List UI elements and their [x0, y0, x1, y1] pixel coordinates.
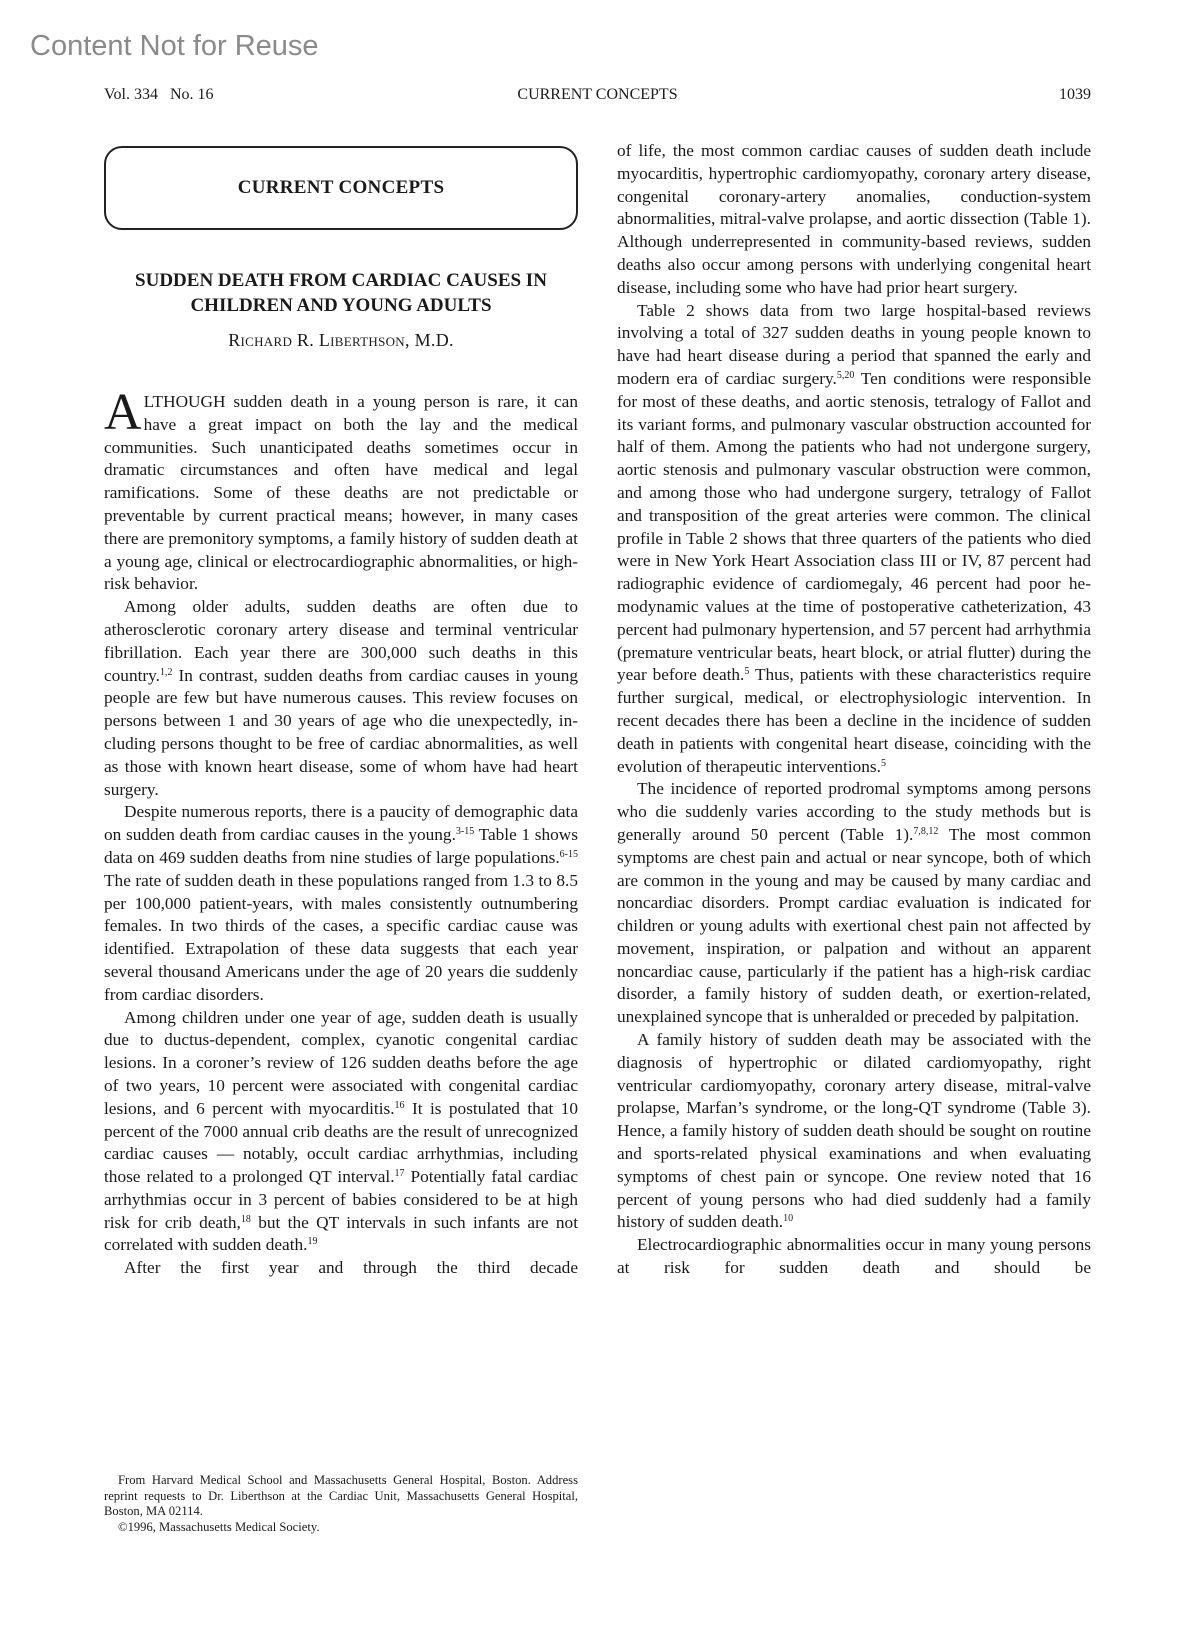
volume-info: Vol. 334 No. 16 — [104, 86, 214, 103]
paragraph-text: A family history of sudden death may be associated with the diagnosis of hypertrophic or dilated cardiomyopathy, right ventricular cardiomyopathy, coronary artery disease, mitral-valve prolapse, Marfan’s syndrome, or the long-QT syndrome (Table 3). Hence, a family history of sudden death should be sought on routine and sports-related physical examinations and when evaluating symptoms of chest pain or syncope. One review noted that 16 percent of young persons who had died suddenly had a family history of sudden death. — [617, 1030, 1091, 1232]
running-head — [104, 86, 1091, 110]
citation: 6-15 — [559, 848, 578, 860]
paragraph-text: In contrast, sudden deaths from cardiac causes in young people are few but have numerous causes. This review focuses on persons between 1 and 30 years of age who die unexpectedly, including persons thought to be free of cardiac abnormalities, as well as those with known heart disease, some of whom have had heart surgery. — [104, 665, 578, 799]
drop-cap: A — [104, 384, 142, 441]
copyright-note: ©1996, Massachusetts Medical Society. — [118, 1519, 320, 1534]
paragraph-text: Electrocardiographic abnormalities occur in many young persons at risk for sudden death and should be — [617, 1235, 1091, 1278]
watermark: Content Not for Reuse — [30, 30, 319, 62]
title-line-1: SUDDEN DEATH FROM CARDIAC CAUSES IN — [135, 270, 547, 291]
paragraph-text: Thus, patients with these characteristics require further surgical, medical, or electrophysiologic intervention. In recent decades there has been a decline in the incidence of sudden death in patients with congenital heart disease, coinciding with the evolution of therapeutic interventions. — [617, 665, 1091, 776]
paragraph — [104, 384, 578, 596]
author-byline: Richard R. Liberthson, M.D. — [228, 330, 454, 350]
paragraph-text: LTHOUGH sudden death in a young person is rare, it can have a great impact on both the lay and the medical communities. Such unanticipated deaths sometimes occur in dramatic circumstances and often have medical and legal ramifications. Some of these deaths are not predictable or preventable by current practical means; however, in many cases there are premonitory symptoms, a family history of sudden death at a young age, clinical or electrocardiographic abnormalities, or high-risk behavior. — [104, 392, 578, 594]
paragraph — [617, 778, 1091, 1029]
paragraph-text: but the QT intervals in such infants are not correlated with sudden death. — [104, 1212, 578, 1255]
running-section-title: CURRENT CONCEPTS — [517, 86, 678, 103]
section-box: CURRENT CONCEPTS — [104, 146, 578, 230]
paragraph-text: The most common symptoms are chest pain and actual or near syncope, both of which are common in the young and may be caused by many cardiac and noncardiac disorders. Prompt cardiac evaluation is indicated for children or young adults with exertional chest pain not affected by movement, inspiration, or palpation and without an apparent noncardiac cause, particularly if the patient has a high-risk cardiac disorder, a family history of sudden death, or exertion-related, unexplained syncope that is unheralded or preceded by palpitation. — [617, 824, 1091, 1027]
citation: 19 — [307, 1236, 318, 1248]
paragraph — [617, 1234, 1091, 1280]
citation: 7,8,12 — [913, 825, 939, 837]
page-number: 1039 — [1059, 86, 1091, 103]
citation: 5,20 — [836, 369, 855, 381]
citation: 5 — [744, 666, 750, 678]
paragraph-text: Potentially fatal cardiac arrhythmias occur in 3 percent of babies considered to be at high risk for crib death, — [104, 1167, 578, 1232]
paragraph-text: Among older adults, sudden deaths are often due to atherosclerotic coronary artery disease and terminal ventricular fibrillation. Each year there are 300,000 such deaths in this country. — [104, 597, 578, 685]
paragraph-text: It is postulated that 10 percent of the 7000 annual crib deaths are the result of unrecognized cardiac causes — notably, occult cardiac arrhythmias, including those related to a prolonged QT interval. — [104, 1098, 578, 1187]
right-column — [617, 140, 1091, 1280]
paragraph — [104, 1257, 578, 1280]
paragraph — [104, 801, 578, 1006]
citation: 3-15 — [455, 826, 475, 838]
citation: 16 — [394, 1099, 405, 1111]
paragraph-text: The rate of sudden death in these populations ranged from 1.3 to 8.5 per 100,000 patient-years, with males consistently outnumbering females. In two thirds of the cases, a specific cardiac cause was identified. Extrapolation of these data suggests that each year several thousand Americans under the age of 20 years die suddenly from cardiac disorders. — [104, 870, 578, 1004]
title-line-2: CHILDREN AND YOUNG ADULTS — [190, 295, 492, 316]
paragraph — [104, 596, 578, 801]
footnote — [104, 1473, 578, 1535]
affiliation-note: From Harvard Medical School and Massachusetts General Hospital, Boston. Address reprint requests to Dr. Liberthson at the Cardiac Unit, Massachusetts General Hospital, Boston, MA 02114. — [104, 1473, 578, 1518]
article-title — [104, 268, 578, 318]
paragraph-text: Despite numerous reports, there is a paucity of demographic data on sudden death from cardiac causes in the young. — [104, 802, 578, 845]
citation: 5 — [880, 757, 886, 769]
left-column — [104, 146, 578, 1280]
paragraph-text: The incidence of reported prodromal symptoms among persons who die suddenly varies according to the study methods but is generally around 50 percent (Table 1). — [617, 779, 1091, 844]
citation: 1,2 — [160, 666, 173, 678]
paragraph-text: After the first year and through the third decade — [124, 1258, 578, 1278]
paragraph — [617, 140, 1091, 300]
paragraph-text: Table 2 shows data from two large hospital-based reviews involving a total of 327 sudden deaths in young people known to have had heart disease during a period that spanned the early and modern era of cardiac surgery. — [617, 300, 1091, 388]
citation: 18 — [240, 1213, 251, 1225]
paragraph — [104, 1007, 578, 1258]
paragraph — [617, 300, 1091, 779]
citation: 10 — [783, 1213, 794, 1225]
paragraph-text: of life, the most common cardiac causes of sudden death include myocarditis, hypertrophic cardiomyopathy, coronary artery disease, congenital coronary-artery anomalies, conduction-system abnormalities, mitral-valve prolapse, and aortic dissection (Table 1). Although underrepresented in community-based reviews, sudden deaths also occur among persons with underlying congenital heart disease, including some who have had prior heart surgery. — [617, 141, 1091, 297]
citation: 17 — [394, 1168, 405, 1180]
paragraph-text: Table 1 shows data on 469 sudden deaths from nine studies of large populations. — [104, 825, 578, 867]
paragraph — [617, 1029, 1091, 1234]
paragraph-text: Among children under one year of age, sudden death is usually due to ductus-dependent, complex, cyanotic congenital cardiac lesions. In a coroner’s review of 126 sudden deaths before the age of two years, 10 percent were associated with congenital cardiac lesions, and 6 percent with myocarditis. — [104, 1007, 578, 1118]
paragraph-text: Ten conditions were responsible for most of these deaths, and aortic stenosis, tetralogy of Fallot and its variant forms, and pulmonary vascular obstruction accounted for half of them. Among the patients who had not undergone surgery, aortic stenosis and pulmonary vascular obstruction were common, and among those who had undergone surgery, tetralogy of Fallot and transposition of the great arteries were common. The clinical profile in Table 2 shows that three quarters of the patients who died were in New York Heart Association class III or IV, 87 percent had radiographic evidence of cardiomegaly, 46 percent had poor hemodynamic values at the time of postoperative catheterization, 43 percent had pulmonary hypertension, and 57 percent had arrhythmia (premature ventricular beats, heart block, or atrial flutter) during the year before death. — [617, 368, 1092, 685]
left-body — [104, 384, 578, 1280]
